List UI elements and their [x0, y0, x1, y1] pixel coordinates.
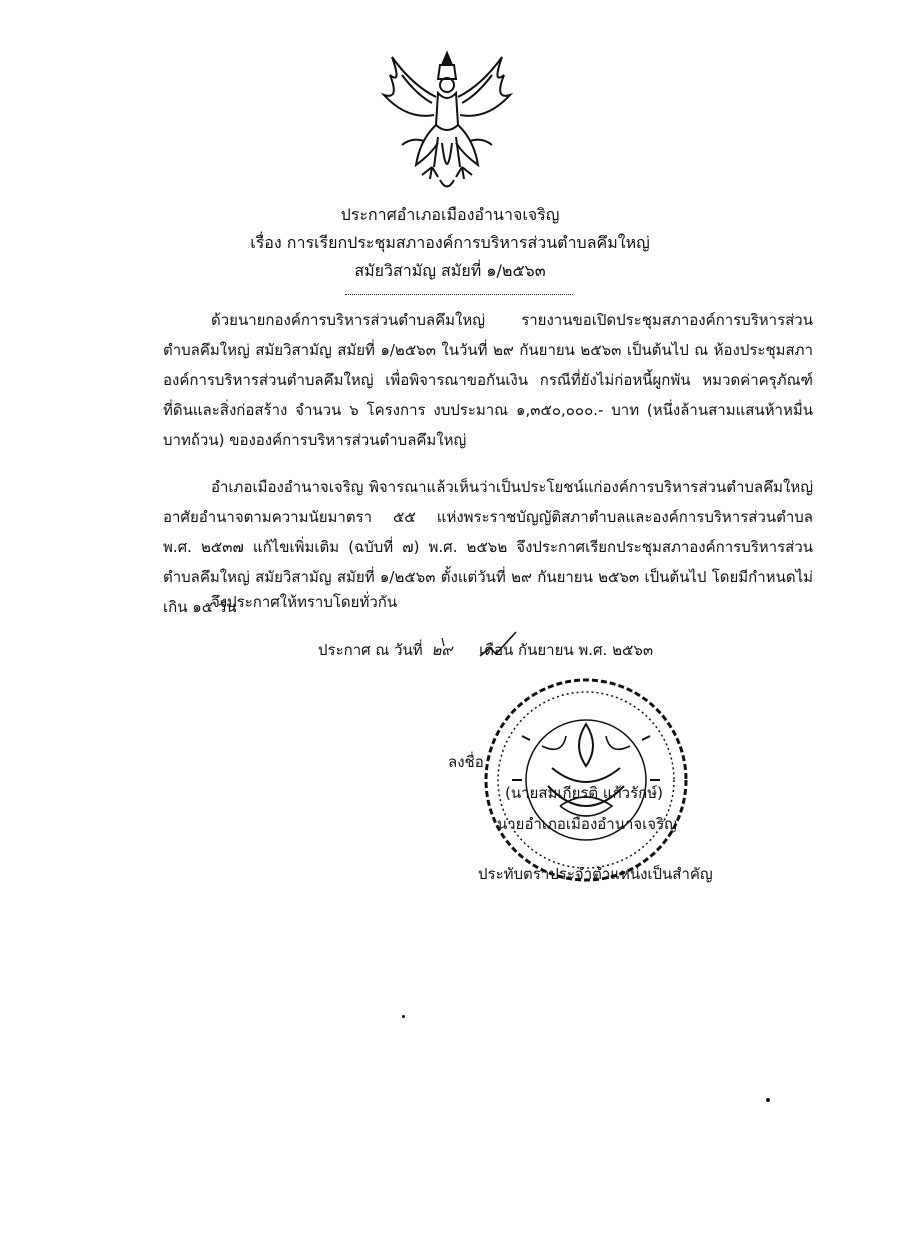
handwritten-mark-icon — [420, 618, 520, 668]
date-prefix: ประกาศ ณ วันที่ — [318, 641, 423, 659]
announcement-subject: เรื่อง การเรียกประชุมสภาองค์การบริหารส่วนตำบลคึมใหญ่ — [250, 233, 650, 252]
heading-divider — [345, 294, 573, 295]
seal-note: ประทับตราประจำตำแหน่งเป็นสำคัญ — [478, 865, 713, 883]
body-paragraph-2: อำเภอเมืองอำนาจเจริญ พิจารณาแล้วเห็นว่าเป็นประโยชน์แก่องค์การบริหารส่วนตำบลคึมใหญ่ อาศัยอำนาจตามความนัยมาตรา ๕๕ แห่งพระราชบัญญัติสภาตำบลและองค์การบริหารส่วนตำบล พ.ศ. ๒๕๓๗ แก้ไขเพิ่มเติม (ฉบับที่ ๗) พ.ศ. ๒๕๖๒ จึงประกาศเรียกประชุมสภาองค์การบริหารส่วนตำบลคึมใหญ่ สมัยวิสามัญ สมัยที่ ๑/๒๕๖๓ ตั้งแต่วันที่ ๒๙ กันยายน ๒๕๖๓ เป็นต้นไป โดยมีกำหนดไม่เกิน ๑๕ วัน — [163, 478, 813, 616]
date-day-handwritten: ๒๙ — [431, 641, 453, 659]
official-seal-icon — [482, 676, 690, 884]
announcement-session: สมัยวิสามัญ สมัยที่ ๑/๒๕๖๓ — [354, 261, 546, 280]
signer-name: (นายสมเกียรติ แก้วรักษ์) — [505, 784, 663, 802]
signer-position: นายอำเภอเมืองอำนาจเจริญ — [497, 815, 677, 833]
closing-statement: จึงประกาศให้ทราบโดยทั่วกัน — [211, 593, 398, 611]
signature-label: ลงชื่อ — [448, 753, 484, 771]
scan-speck — [766, 1098, 770, 1102]
body-paragraph-1: ด้วยนายกองค์การบริหารส่วนตำบลคึมใหญ่ รายงานขอเปิดประชุมสภาองค์การบริหารส่วนตำบลคึมใหญ่ สมัยวิสามัญ สมัยที่ ๑/๒๕๖๓ ในวันที่ ๒๙ กันยายน ๒๕๖๓ เป็นต้นไป ณ ห้องประชุมสภาองค์การบริหารส่วนตำบลคึมใหญ่ เพื่อพิจารณาขอกันเงิน กรณีที่ยังไม่ก่อหนี้ผูกพัน หมวดค่าครุภัณฑ์ที่ดินและสิ่งก่อสร้าง จำนวน ๖ โครงการ งบประมาณ ๑,๓๕๐,๐๐๐.- บาท (หนึ่งล้านสามแสนห้าหมื่นบาทถ้วน) ขององค์การบริหารส่วนตำบลคึมใหญ่ — [163, 311, 813, 449]
garuda-emblem-icon — [372, 45, 522, 195]
date-suffix: เดือน กันยายน พ.ศ. ๒๕๖๓ — [479, 641, 654, 659]
scan-speck — [402, 1015, 405, 1018]
announcement-issuer: ประกาศอำเภอเมืองอำนาจเจริญ — [340, 205, 560, 224]
